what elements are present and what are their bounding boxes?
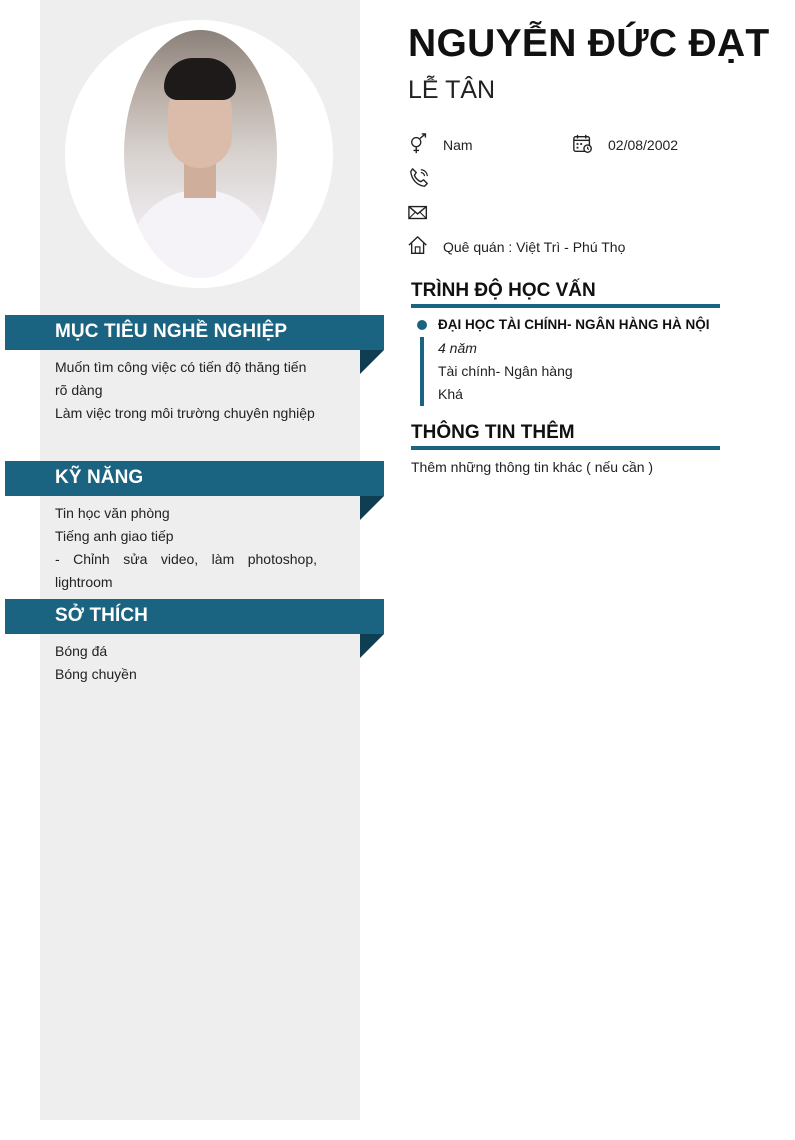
hobbies-fold	[360, 634, 384, 658]
skill-item: - Chỉnh sửa video, làm photoshop, lightroom	[55, 551, 317, 590]
education-heading: TRÌNH ĐỘ HỌC VẤN	[411, 280, 720, 308]
hobbies-header	[5, 599, 384, 634]
skill-item: Tiếng anh giao tiếp	[55, 528, 174, 544]
education-duration: 4 năm	[438, 340, 477, 356]
career-objective-fold	[360, 350, 384, 374]
education-school: ĐẠI HỌC TÀI CHÍNH- NGÂN HÀNG HÀ NỘI	[438, 317, 710, 332]
phone-icon	[408, 167, 430, 189]
candidate-name: NGUYỄN ĐỨC ĐẠT	[408, 22, 770, 65]
mail-icon	[408, 202, 430, 224]
skills-fold	[360, 496, 384, 520]
career-objective-header	[5, 315, 384, 350]
career-objective-title: MỤC TIÊU NGHỀ NGHIỆP	[55, 321, 288, 342]
calendar-icon	[572, 133, 594, 155]
skills-title: KỸ NĂNG	[55, 467, 144, 488]
hobbies-body	[55, 640, 317, 686]
hobby-item: Bóng đá	[55, 643, 108, 659]
education-timeline	[420, 337, 424, 406]
hobby-item: Bóng chuyền	[55, 666, 137, 682]
birthdate-value: 02/08/2002	[608, 137, 679, 153]
gender-icon	[408, 133, 430, 155]
skills-body	[55, 502, 317, 594]
home-icon	[408, 235, 430, 257]
education-major: Tài chính- Ngân hàng	[438, 363, 573, 379]
candidate-role: LỄ TÂN	[408, 76, 496, 104]
additional-info-text: Thêm những thông tin khác ( nếu cần )	[411, 459, 654, 475]
hobbies-title: SỞ THÍCH	[55, 605, 149, 626]
skill-item: Tin học văn phòng	[55, 505, 170, 521]
additional-info-heading: THÔNG TIN THÊM	[411, 422, 720, 450]
avatar	[124, 30, 277, 278]
education-grade: Khá	[438, 386, 463, 402]
hometown-value: Quê quán : Việt Trì - Phú Thọ	[443, 239, 626, 255]
career-objective-line: Muốn tìm công việc có tiến độ thăng tiến rõ dàng	[55, 359, 307, 398]
career-objective-line: Làm việc trong môi trường chuyên nghiệp	[55, 405, 315, 421]
skills-header	[5, 461, 384, 496]
gender-value: Nam	[443, 137, 473, 153]
career-objective-body	[55, 356, 317, 425]
education-bullet	[417, 320, 427, 330]
